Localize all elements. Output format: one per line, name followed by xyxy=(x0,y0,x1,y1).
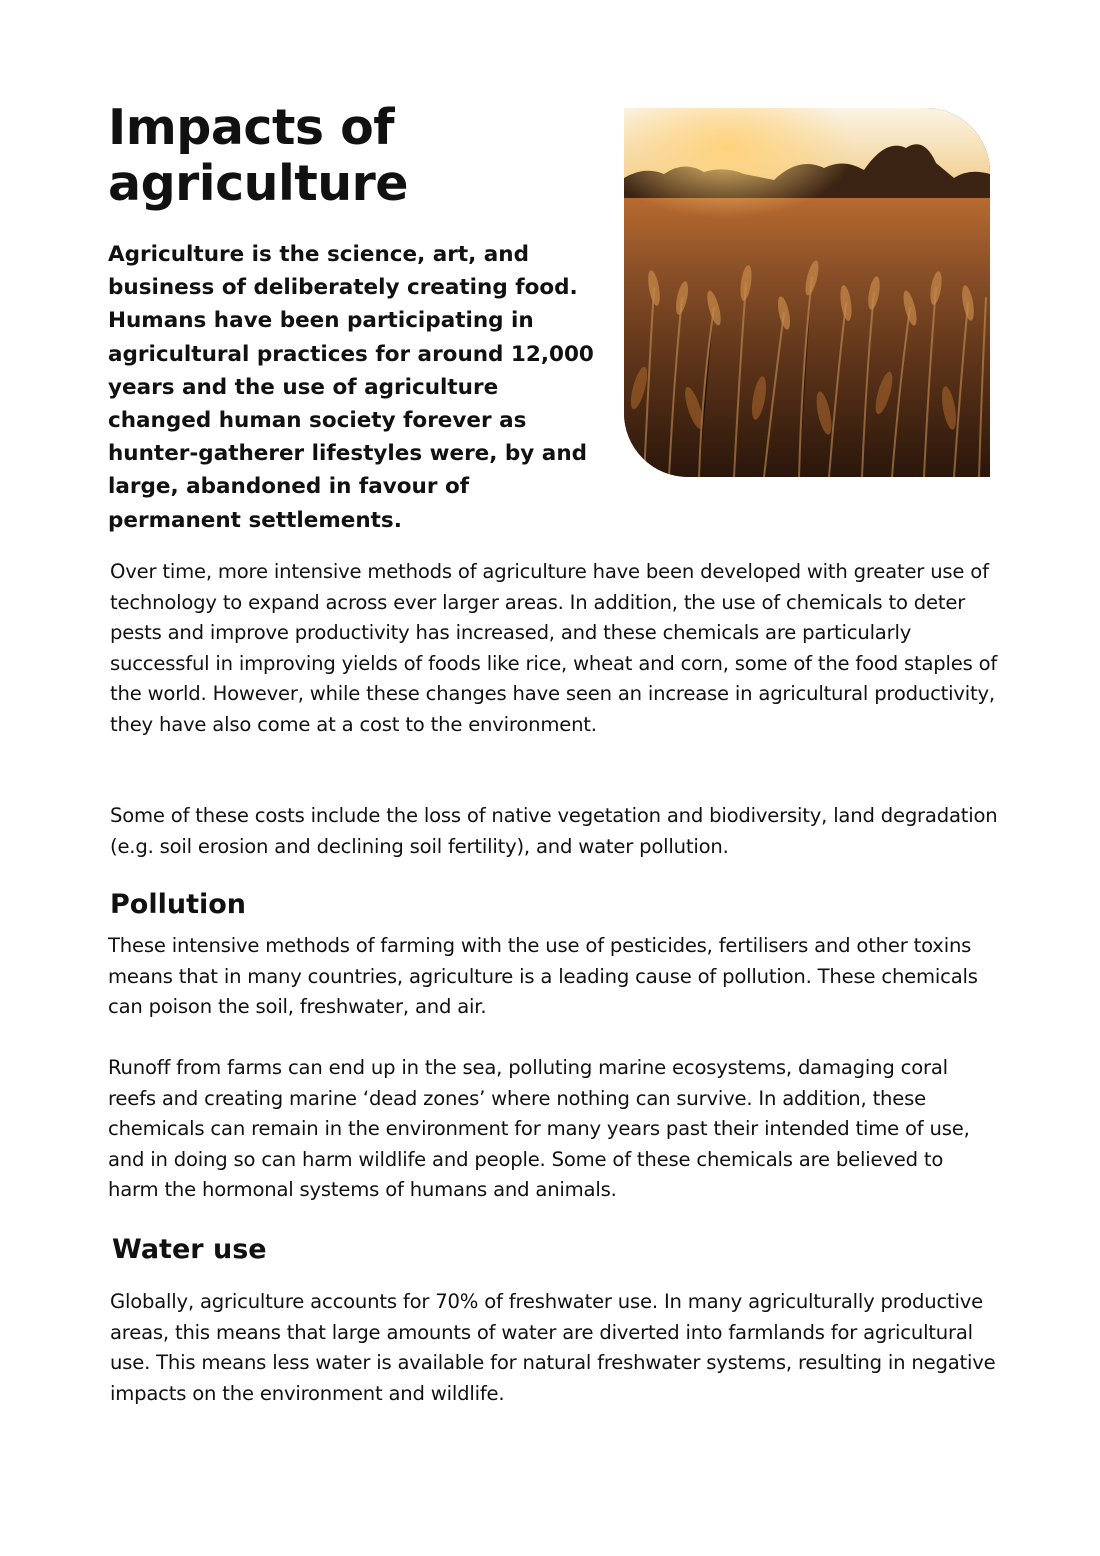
water-use-heading: Water use xyxy=(112,1234,267,1265)
pollution-paragraph-1: These intensive methods of farming with the use of pesticides, fertilisers and other toxins means that in many countries, agriculture is a leading cause of pollution. These chemicals can poison the soil, freshwater, and air. xyxy=(108,934,978,1018)
paragraph-costs: Some of these costs include the loss of native vegetation and biodiversity, land degradation (e.g. soil erosion and declining soil fertility), and water pollution. xyxy=(110,804,998,858)
page-title: Impacts of agriculture xyxy=(108,99,409,212)
pollution-paragraph-2: Runoff from farms can end up in the sea, polluting marine ecosystems, damaging coral reefs and creating marine ‘dead zones’ where nothing can survive. In addition, these chemicals can remain in the environment for many years past their intended time of use, and in doing so can harm wildlife and people. Some of these chemicals are believed to harm the hormonal systems of humans and animals. xyxy=(108,1056,970,1201)
paragraph-intensive-methods: Over time, more intensive methods of agriculture have been developed with greater use of technology to expand across ever larger areas. In addition, the use of chemicals to deter pests and improve productivity has increased, and these chemicals are particularly successful in improving yields of foods like rice, wheat and corn, some of the food staples of the world. However, while these changes have seen an increase in agricultural productivity, they have also come at a cost to the environment. xyxy=(110,560,998,736)
pollution-heading: Pollution xyxy=(110,889,247,920)
intro-paragraph: Agriculture is the science, art, and business of deliberately creating food. Humans have been participating in agricultural practices for around 12,000 years and the use of agriculture changed human society forever as hunter-gatherer lifestyles were, by and large, abandoned in favour of permanent settlements. xyxy=(108,242,594,533)
water-use-paragraph: Globally, agriculture accounts for 70% of freshwater use. In many agriculturally productive areas, this means that large amounts of water are diverted into farmlands for agricultural use. This means less water is available for natural freshwater systems, resulting in negative impacts on the environment and wildlife. xyxy=(110,1290,996,1405)
wheat-field-photo xyxy=(624,108,990,477)
